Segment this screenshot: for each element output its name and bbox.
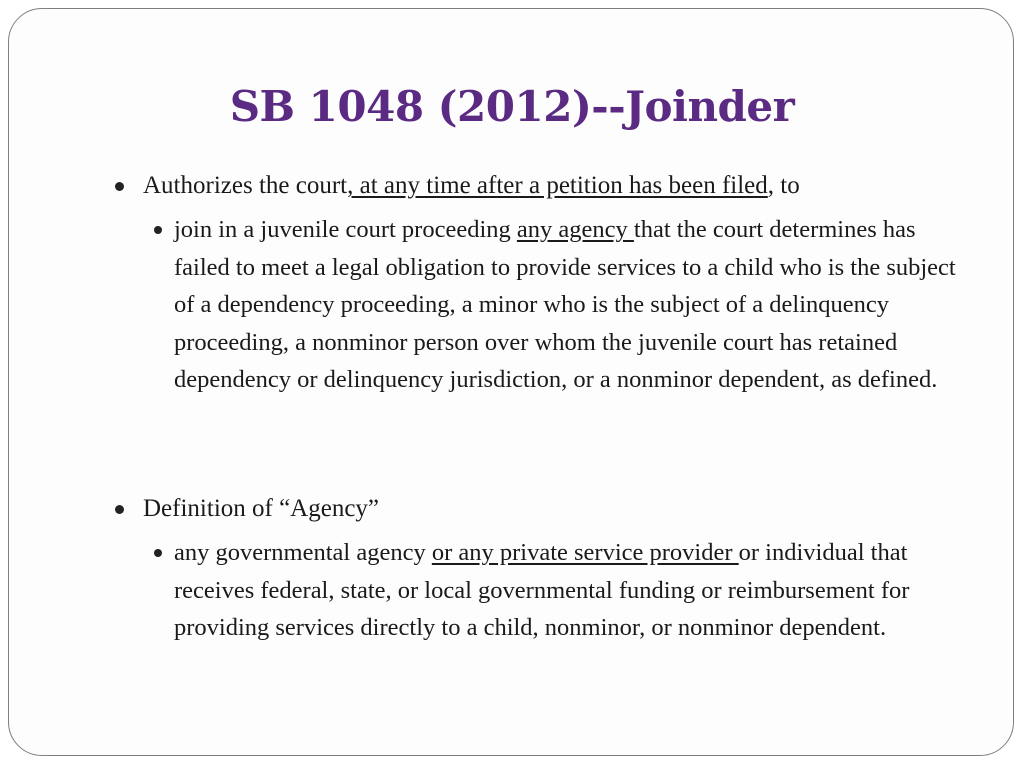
bullet-authorizes: [143, 171, 800, 201]
definition-text: Definition of “Agency”: [143, 495, 380, 522]
join-underlined-text: any agency: [516, 216, 634, 243]
authorizes-underlined-text: , at any time after a petition has been filed: [347, 172, 768, 199]
sub-bullet-join: [174, 211, 974, 399]
join-trailing-text: that the court determines has failed to meet a legal obligation to provide services to a child who is the subject of a dependency proceeding, a minor who is the subject of a delinquency proceeding, a nonminor person over whom the juvenile court has retained dependency or delinquency jurisdiction, or a nonminor dependent, as defined.: [174, 216, 956, 393]
agency-trailing-text: or individual that receives federal, state, or local governmental funding or reimbursement for providing services directly to a child, nonminor, or nonminor dependent.: [174, 539, 910, 641]
authorizes-trailing-text: , to: [767, 172, 800, 199]
slide-title: SB 1048 (2012)--Joinder: [229, 82, 795, 131]
sub-bullet-dot-icon: [154, 549, 162, 557]
bullet-dot-icon: [115, 182, 124, 191]
bullet-definition: [143, 494, 379, 524]
sub-bullet-dot-icon: [154, 226, 162, 234]
authorizes-text: Authorizes the court: [143, 172, 348, 199]
agency-text: any governmental agency: [174, 539, 432, 566]
agency-underlined-text: or any private service provider: [431, 539, 739, 566]
join-text: join in a juvenile court proceeding: [174, 216, 517, 243]
bullet-dot-icon: [115, 505, 124, 514]
sub-bullet-agency: [174, 534, 974, 647]
